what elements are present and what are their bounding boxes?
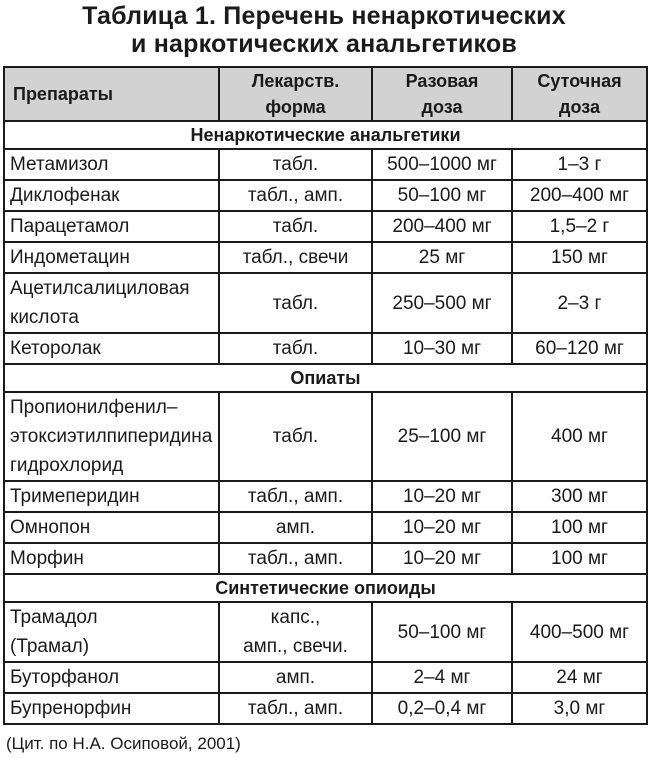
table-row (4, 149, 647, 180)
drug-name-cell (4, 543, 219, 574)
dosage-form-cell (219, 211, 372, 242)
drug-name: Буторфанол (10, 667, 120, 688)
daily-dose-cell: 100 мг (512, 512, 647, 543)
header-row (4, 67, 647, 121)
table-row (4, 662, 647, 693)
daily-dose-cell: 400 мг (512, 392, 647, 481)
dosage-form-cell (219, 149, 372, 180)
daily-dose-cell: 2–3 г (512, 273, 647, 333)
group-title: Ненаркотические анальгетики (4, 121, 647, 149)
daily-dose-cell: 400–500 мг (512, 602, 647, 662)
group-row (4, 574, 647, 602)
dosage-form: амп. (275, 667, 316, 688)
dosage-form-cell (219, 662, 372, 693)
dosage-form-cell (219, 273, 372, 333)
table-row (4, 211, 647, 242)
dosage-form: амп. (275, 517, 316, 538)
header-daily-dose: Суточная доза (512, 67, 647, 121)
drug-name: Морфин (10, 548, 84, 569)
single-dose-cell: 250–500 мг (372, 273, 512, 333)
table-row (4, 481, 647, 512)
single-dose-cell: 2–4 мг (372, 662, 512, 693)
dosage-form: амп., свечи. (243, 636, 348, 657)
table-row (4, 512, 647, 543)
dosage-form-cell (219, 242, 372, 273)
drug-name-cell (4, 512, 219, 543)
single-dose-cell: 0,2–0,4 мг (372, 693, 512, 724)
group-row (4, 121, 647, 149)
drug-name: Диклофенак (10, 185, 120, 206)
dosage-form-cell (219, 512, 372, 543)
daily-dose-cell: 150 мг (512, 242, 647, 273)
drug-name-cell (4, 392, 219, 481)
drug-name: кислота (10, 307, 79, 328)
table-row (4, 392, 647, 481)
drug-name: Метамизол (10, 154, 109, 175)
header-form: Лекарств. форма (219, 67, 372, 121)
daily-dose-cell: 1–3 г (512, 149, 647, 180)
daily-dose-cell: 3,0 мг (512, 693, 647, 724)
table-row (4, 602, 647, 662)
single-dose-cell: 25–100 мг (372, 392, 512, 481)
title-line-1: Таблица 1. Перечень ненаркотических (82, 2, 566, 30)
group-row (4, 364, 647, 392)
dosage-form: табл., амп. (247, 548, 344, 569)
drug-name: Бупренорфин (10, 698, 132, 719)
single-dose-cell: 10–20 мг (372, 481, 512, 512)
drug-name-cell (4, 662, 219, 693)
daily-dose-cell: 24 мг (512, 662, 647, 693)
group-title: Опиаты (4, 364, 647, 392)
drug-name-cell (4, 693, 219, 724)
dosage-form: капс., (270, 607, 321, 628)
single-dose-cell: 500–1000 мг (372, 149, 512, 180)
daily-dose-cell: 1,5–2 г (512, 211, 647, 242)
drug-name: Тримеперидин (10, 486, 140, 507)
dosage-form: табл. (272, 154, 319, 175)
source-footnote: (Цит. по Н.А. Осиповой, 2001) (6, 734, 241, 753)
drug-name-cell (4, 273, 219, 333)
drug-name: Омнопон (10, 517, 91, 538)
drug-name-cell (4, 602, 219, 662)
single-dose-cell: 200–400 мг (372, 211, 512, 242)
table-title (0, 0, 648, 58)
drug-name-cell (4, 333, 219, 364)
dosage-form-cell (219, 602, 372, 662)
daily-dose-cell: 60–120 мг (512, 333, 647, 364)
drug-name-cell (4, 211, 219, 242)
drug-name: (Трамал) (10, 636, 90, 657)
single-dose-cell: 10–30 мг (372, 333, 512, 364)
single-dose-cell: 50–100 мг (372, 602, 512, 662)
drug-name: гидрохлорид (10, 455, 124, 476)
single-dose-cell: 10–20 мг (372, 512, 512, 543)
single-dose-cell: 10–20 мг (372, 543, 512, 574)
dosage-form-cell (219, 392, 372, 481)
dosage-form-cell (219, 693, 372, 724)
drug-name: Кеторолак (10, 338, 101, 359)
header-single-dose: Разовая доза (372, 67, 512, 121)
table-row (4, 543, 647, 574)
drug-name: Парацетамол (10, 216, 130, 237)
daily-dose-cell: 100 мг (512, 543, 647, 574)
drug-name: Индометацин (10, 247, 130, 268)
dosage-form: табл., свечи (242, 247, 349, 268)
title-line-2: и наркотических анальгетиков (131, 30, 517, 58)
drug-name-cell (4, 481, 219, 512)
drug-name-cell (4, 180, 219, 211)
drug-name: этоксиэтилпиперидина (10, 426, 213, 447)
dosage-form: табл., амп. (247, 185, 344, 206)
header-drugs: Препараты (4, 67, 219, 121)
drug-name: Трамадол (10, 607, 98, 628)
dosage-form: табл. (272, 292, 319, 314)
dosage-form: табл. (272, 426, 319, 447)
dosage-form-cell (219, 180, 372, 211)
daily-dose-cell: 200–400 мг (512, 180, 647, 211)
daily-dose-cell: 300 мг (512, 481, 647, 512)
table-row (4, 242, 647, 273)
single-dose-cell: 50–100 мг (372, 180, 512, 211)
dosage-form-cell (219, 333, 372, 364)
drug-name: Ацетилсалициловая (10, 278, 190, 299)
single-dose-cell: 25 мг (372, 242, 512, 273)
group-title: Синтетические опиоиды (4, 574, 647, 602)
dosage-form: табл. (272, 216, 319, 237)
drug-name: Пропионилфенил– (10, 397, 178, 418)
dosage-form-cell (219, 481, 372, 512)
table-row (4, 273, 647, 333)
table-body (4, 121, 647, 724)
dosage-form: табл., амп. (247, 486, 344, 507)
drug-name-cell (4, 242, 219, 273)
dosage-form-cell (219, 543, 372, 574)
dosage-form: табл. (272, 338, 319, 359)
table-row (4, 180, 647, 211)
drug-name-cell (4, 149, 219, 180)
analgesics-table (3, 66, 648, 725)
table-row (4, 333, 647, 364)
table-row (4, 693, 647, 724)
dosage-form: табл., амп. (247, 698, 344, 719)
